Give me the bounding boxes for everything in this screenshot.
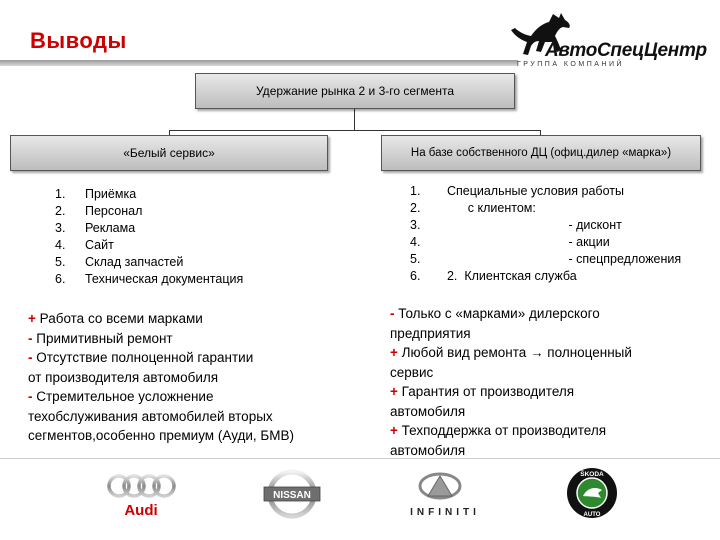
point-line: сервис xyxy=(390,364,434,380)
audi-rings-icon xyxy=(105,470,177,520)
point-line: от производителя автомобиля xyxy=(28,369,219,385)
point-line: - Только с «марками» дилерского xyxy=(390,306,600,321)
dealer-points xyxy=(390,304,632,460)
connector-vertical xyxy=(354,109,355,130)
company-subtitle: ГРУППА КОМПАНИЙ xyxy=(517,61,625,68)
bottom-divider xyxy=(0,458,720,459)
nissan-emblem-icon xyxy=(262,468,322,520)
nissan-text: NISSAN xyxy=(273,490,311,501)
list-item: 4. - акции xyxy=(410,235,610,249)
market-retention-box: Удержание рынка 2 и 3-го сегмента xyxy=(195,73,515,109)
nissan-logo xyxy=(262,468,322,520)
white-service-points xyxy=(28,309,294,446)
connector-horizontal xyxy=(169,130,541,131)
point-line: сегментов,особенно премиум (Ауди, БМВ) xyxy=(28,428,295,443)
list-item: 2. Персонал xyxy=(55,204,143,218)
point-line: автомобиля xyxy=(390,403,466,419)
audi-logo xyxy=(105,470,177,520)
point-line: - Стремительное усложнение xyxy=(28,389,214,404)
infiniti-logo xyxy=(400,470,490,520)
list-item: 3. Реклама xyxy=(55,221,136,235)
point-line: - Примитивный ремонт xyxy=(28,330,173,346)
skoda-emblem-icon xyxy=(565,466,619,520)
white-service-box: «Белый сервис» xyxy=(10,135,328,171)
list-item: 5. Склад запчастей xyxy=(55,255,184,269)
point-line: + Техподдержка от производителя xyxy=(390,423,607,438)
list-item: 6. 2. Клиентская служба xyxy=(410,269,577,283)
list-item: 1. Специальные условия работы xyxy=(410,184,624,198)
list-item: 3. - дисконт xyxy=(410,218,622,232)
skoda-text: ŠKODA xyxy=(580,471,604,478)
list-item: 4. Сайт xyxy=(55,238,114,252)
point-line: автомобиля xyxy=(390,442,466,458)
skoda-logo xyxy=(565,466,619,520)
point-line: техобслуживания автомобилей вторых xyxy=(28,408,273,424)
list-item: 1. Приёмка xyxy=(55,187,137,201)
page-title: Выводы xyxy=(30,28,127,53)
title-rule xyxy=(0,60,518,66)
audi-text: Audi xyxy=(124,502,158,519)
point-line: + Любой вид ремонта → полноценный xyxy=(390,345,632,360)
list-item: 5. - спецпредложения xyxy=(410,252,682,266)
company-logo xyxy=(505,10,715,72)
point-line: + Работа со всеми марками xyxy=(28,311,203,326)
point-line: - Отсутствие полноценной гарантии xyxy=(28,350,254,365)
skoda-auto-text: AUTO xyxy=(583,512,601,518)
list-item: 2. с клиентом: xyxy=(410,201,536,215)
company-name: АвтоСпецЦентр xyxy=(545,40,707,61)
infiniti-emblem-icon xyxy=(400,470,490,520)
point-line: предприятия xyxy=(390,325,471,341)
white-service-list xyxy=(55,186,243,288)
infiniti-text: INFINITI xyxy=(410,507,480,518)
list-item: 6. Техническая документация xyxy=(55,272,244,286)
own-dealer-box: На базе собственного ДЦ (офиц.дилер «марка») xyxy=(381,135,701,171)
point-line: + Гарантия от производителя xyxy=(390,384,575,399)
dealer-list xyxy=(410,183,681,285)
